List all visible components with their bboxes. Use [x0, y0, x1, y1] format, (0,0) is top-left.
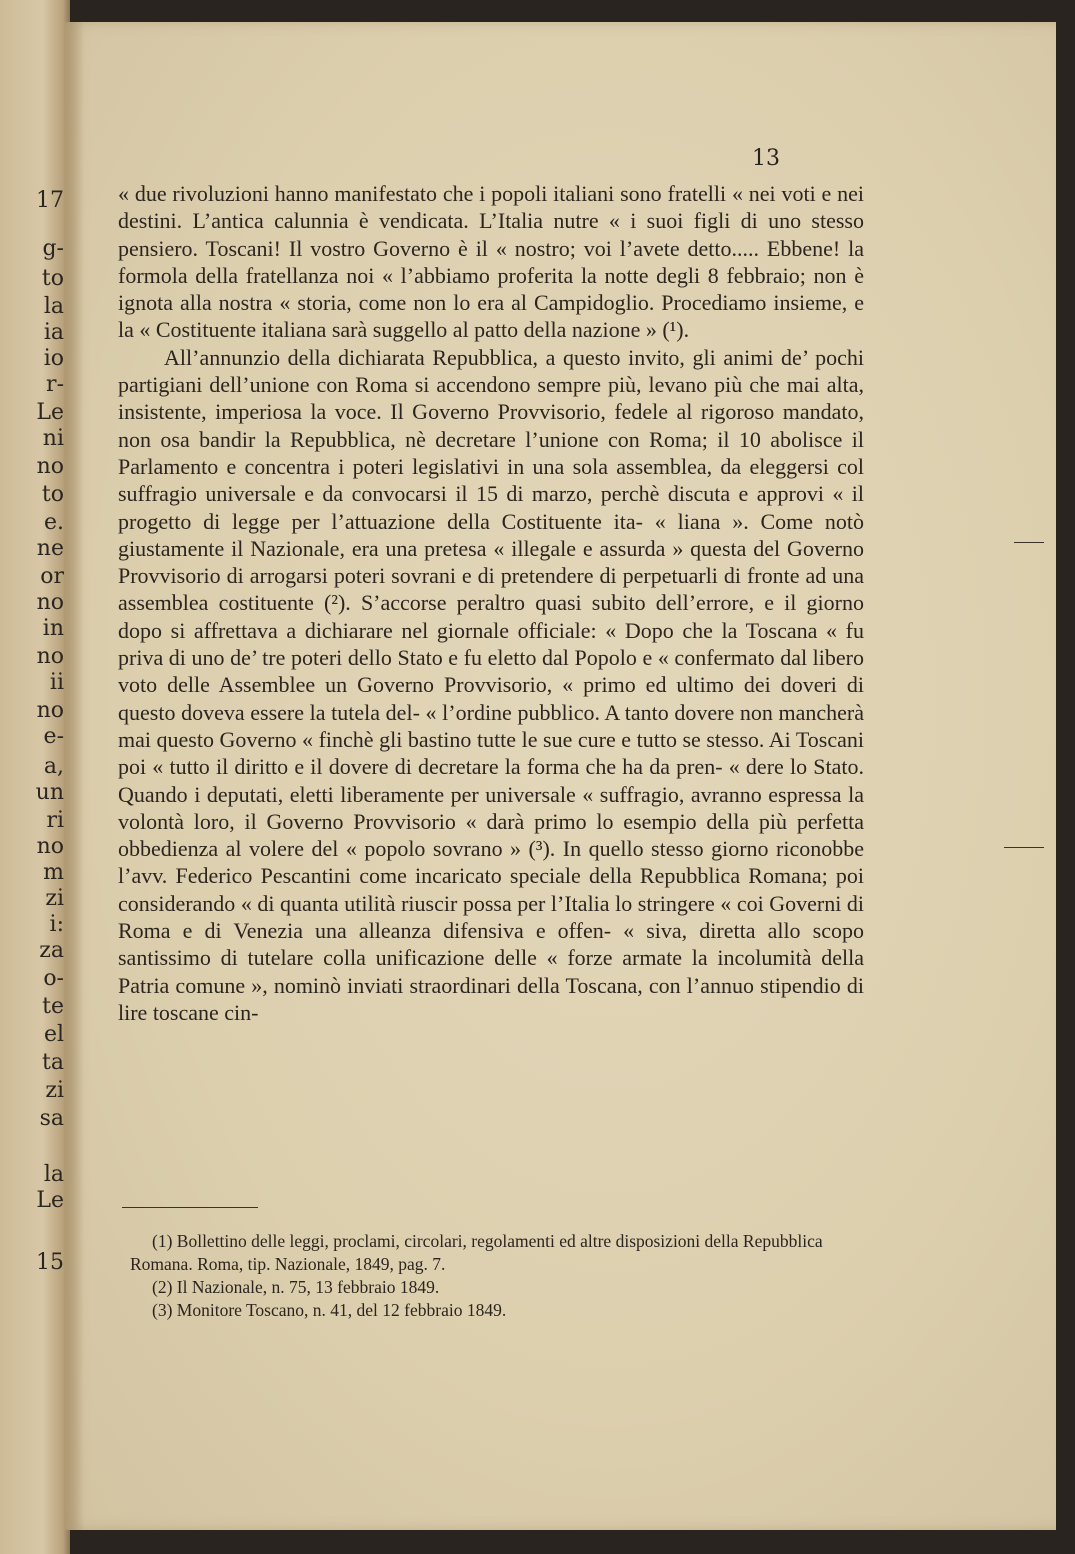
footnote-rule: [122, 1207, 258, 1208]
facing-page-fragment: i:: [49, 912, 64, 937]
facing-page-fragment: ii: [49, 670, 64, 695]
facing-page-fragment: in: [42, 616, 64, 641]
footnote-2: (2) Il Nazionale, n. 75, 13 febbraio 1849.: [152, 1277, 440, 1297]
facing-page-fragment: ri: [46, 808, 64, 833]
facing-page-fragment: Le: [36, 1188, 64, 1213]
facing-page-fragment: no: [36, 834, 64, 859]
footnote-3: (3) Monitore Toscano, n. 41, del 12 febbraio 1849.: [152, 1300, 507, 1320]
facing-page-fragment: ni: [42, 426, 64, 451]
facing-page-fragment: no: [36, 698, 64, 723]
facing-page-fragment: g-: [42, 236, 64, 261]
facing-page-fragment: to: [41, 482, 64, 507]
facing-page-fragment: ta: [42, 1050, 64, 1075]
paragraph-main: All’annunzio della dichiarata Repubblica, a questo invito, gli animi de’ pochi partigiani dell’unione con Roma si accendono sempre più, levano più che mai alta, insistente, imperiosa la voce. Il Governo Provvisorio, fedele al rigoroso mandato, non osa bandir la Repubblica, nè decretare l’unione con Roma; il 10 abolisce il Parlamento e concentra i poteri legislativi in una sola assemblea, da eleggersi col suffragio universale e da convocarsi il 15 di marzo, perchè discuta e approvi « il progetto di legge per l’attuazione della Costituente ita- « liana ». Come notò giustamente il Nazionale, era una pretesa « illegale e assurda » questa del Governo Provvisorio di arrogarsi poteri sovrani e di pretendere di perpetuarli di fronte ad una assemblea costituente (²). S’accorse peraltro quasi subito dell’errore, e il giorno dopo si affrettava a dichiarare nel giornale officiale: « Dopo che la Toscana « fu priva di uno de’ tre poteri dello Stato e fu eletto dal Popolo e « confermato dal libero voto delle Assemblee un Governo Provvisorio, « primo ed ultimo dei doveri di questo doveva essere la tutela del- « l’ordine pubblico. A tanto dovere non mancherà mai questo Governo « finchè gli bastino tutte le sue cure e tutto se stesso. Ai Toscani poi « tutto il diritto e il dovere di decretare la forma che ha da pren- « dere lo Stato. Quando i deputati, eletti liberamente per universale « suffragio, avranno espressa la volontà loro, il Governo Provvisorio « darà primo lo esempio della più perfetta obbedienza al volere del « popolo sovrano » (³). In quello stesso giorno riconobbe l’avv. Federico Pescantini come incaricato speciale della Repubblica Romana; poi considerando « di quanta utilità riuscir possa per l’Italia lo stringere « coi Governi di Roma e di Venezia una alleanza difensiva e offen- « siva, diretta allo scopo santissimo di tutelare colla unificazione delle « forze armate la incolumità della Patria comune », nominò inviati straordinari della Toscana, con l’annuo stipendio di lire toscane cin-: [118, 344, 864, 1025]
facing-page-fragment: ia: [43, 320, 64, 345]
footnotes: [130, 1230, 864, 1322]
margin-mark: [1014, 542, 1044, 543]
facing-page-fragment: la: [43, 294, 64, 319]
facing-page-fragment: r-: [46, 372, 64, 397]
book-page: [64, 22, 1056, 1530]
facing-page-fragment: to: [41, 266, 64, 291]
page-gutter: [64, 22, 84, 1530]
facing-page-fragment: no: [36, 644, 64, 669]
facing-page-fragment: Le: [36, 400, 64, 425]
facing-page-fragment: sa: [39, 1106, 64, 1131]
facing-page-fragment: 17: [36, 188, 64, 213]
facing-page-edge: [0, 0, 70, 1554]
facing-page-fragment: io: [43, 346, 64, 371]
facing-page-fragment: zi: [45, 1078, 64, 1103]
facing-page-fragment: o-: [43, 966, 64, 991]
facing-page-fragment: 15: [36, 1250, 64, 1275]
facing-page-fragment: e.: [43, 510, 64, 535]
facing-page-fragment: la: [43, 1162, 64, 1187]
paragraph-quote: « due rivoluzioni hanno manifestato che i popoli italiani sono fratelli « nei voti e nei destini. L’antica calunnia è vendicata. L’Italia nutre « i suoi figli di uno stesso pensiero. Toscani! Il vostro Governo è il « nostro; voi l’avete detto..... Ebbene! la formola della fratellanza noi « l’abbiamo proferita la notte degli 8 febbraio; non è ignota alla nostra « storia, come non lo era al Campidoglio. Procediamo insieme, e la « Costituente italiana sarà suggello al patto della nazione » (¹).: [118, 181, 864, 343]
facing-page-fragment: el: [43, 1022, 64, 1047]
facing-page-fragment: no: [36, 590, 64, 615]
facing-page-fragment: un: [35, 780, 64, 805]
facing-page-fragment: za: [39, 938, 64, 963]
facing-page-fragment: m: [43, 860, 64, 885]
facing-page-fragment: te: [42, 994, 64, 1019]
footnote-1: (1) Bollettino delle leggi, proclami, circolari, regolamenti ed altre disposizioni della Repubblica Romana. Roma, tip. Nazionale, 1849, pag. 7.: [130, 1231, 823, 1274]
margin-mark: [1004, 847, 1044, 848]
facing-page-fragment: ne: [36, 536, 64, 561]
facing-page-fragment: a,: [43, 754, 64, 779]
page-number: 13: [752, 146, 780, 171]
body-text: [118, 180, 864, 1026]
facing-page-fragment: or: [40, 564, 64, 589]
facing-page-fragment: e-: [43, 724, 64, 749]
facing-page-fragment: zi: [45, 886, 64, 911]
facing-page-fragment: no: [36, 454, 64, 479]
